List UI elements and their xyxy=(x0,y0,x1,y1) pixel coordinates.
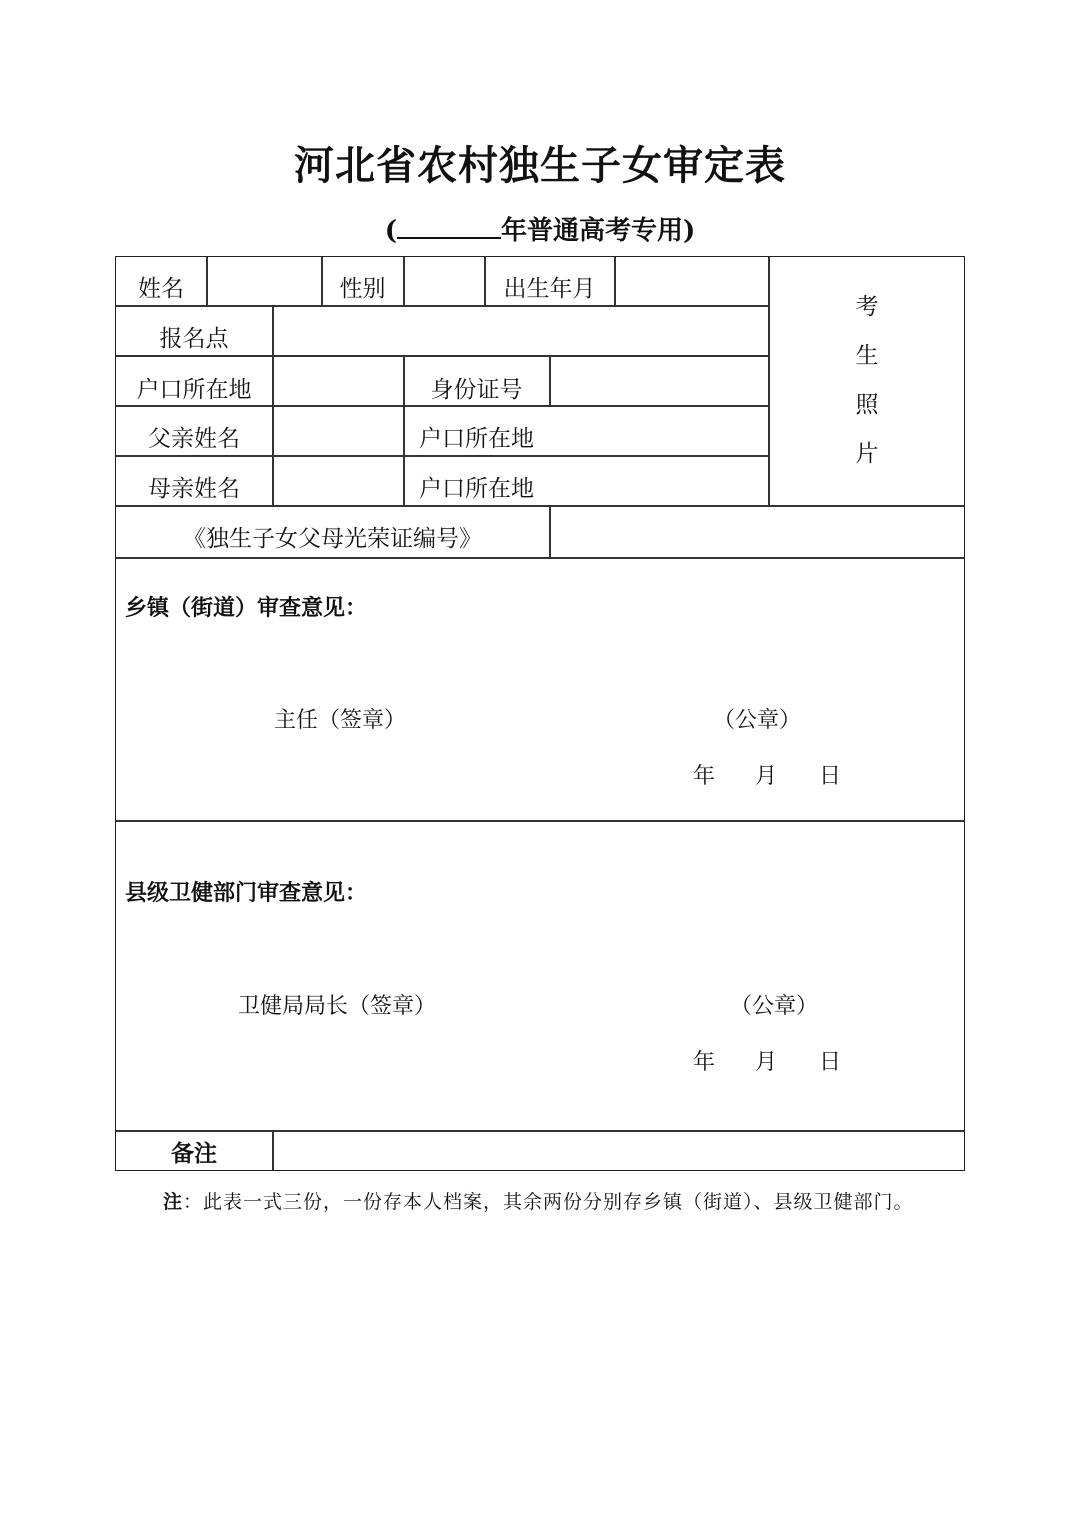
mother-hukou-field[interactable] xyxy=(550,456,768,505)
mother-name-label: 母亲姓名 xyxy=(148,475,240,502)
mother-hukou-label: 户口所在地 xyxy=(419,475,534,502)
township-director-sign: 主任（签章） xyxy=(274,708,407,733)
day-label: 日 xyxy=(819,764,842,789)
township-date xyxy=(693,759,841,790)
subtitle-text: 年普通高考专用) xyxy=(501,216,696,246)
birth-label: 出生年月 xyxy=(503,275,596,302)
township-seal: （公章） xyxy=(713,708,802,733)
father-name-field[interactable] xyxy=(273,406,403,455)
photo-char: 生 xyxy=(855,343,879,369)
photo-area[interactable] xyxy=(769,256,965,506)
father-hukou-field[interactable] xyxy=(550,406,768,455)
name-label: 姓名 xyxy=(138,275,184,302)
township-review-heading: 乡镇（街道）审查意见： xyxy=(125,595,368,621)
registration-point-label: 报名点 xyxy=(159,325,229,352)
county-director-sign: 卫健局局长（签章） xyxy=(238,994,437,1019)
form-subtitle xyxy=(0,210,1080,247)
certificate-label: 《独生子女父母光荣证编号》 xyxy=(183,525,482,552)
name-field[interactable] xyxy=(207,257,321,305)
day-label: 日 xyxy=(819,1050,842,1075)
county-review-heading: 县级卫健部门审查意见： xyxy=(125,880,368,906)
gender-label: 性别 xyxy=(339,275,386,302)
id-number-label: 身份证号 xyxy=(430,376,523,403)
month-label: 月 xyxy=(755,764,778,789)
certificate-field[interactable] xyxy=(550,506,964,557)
registration-point-field[interactable] xyxy=(273,306,768,355)
id-number-field[interactable] xyxy=(550,356,768,405)
month-label: 月 xyxy=(755,1050,778,1075)
subtitle-open-paren: ( xyxy=(384,216,397,246)
photo-char: 片 xyxy=(855,441,879,467)
year-label: 年 xyxy=(693,764,716,789)
county-seal: （公章） xyxy=(730,994,819,1019)
county-date xyxy=(693,1045,841,1076)
form-title: 河北省农村独生子女审定表 xyxy=(294,142,786,189)
hukou-label: 户口所在地 xyxy=(136,376,252,403)
note-text: ：此表一式三份，一份存本人档案，其余两份分别存乡镇（街道）、县级卫健部门。 xyxy=(183,1191,914,1213)
father-name-label: 父亲姓名 xyxy=(148,425,240,452)
remark-field[interactable] xyxy=(273,1131,964,1170)
hukou-field[interactable] xyxy=(273,356,403,405)
remark-label: 备注 xyxy=(171,1139,217,1167)
gender-field[interactable] xyxy=(404,257,484,305)
father-hukou-label: 户口所在地 xyxy=(419,425,534,452)
mother-name-field[interactable] xyxy=(273,456,403,505)
photo-char: 考 xyxy=(855,294,879,320)
birth-field[interactable] xyxy=(615,257,768,305)
year-blank[interactable] xyxy=(397,215,501,239)
footnote xyxy=(163,1184,923,1221)
note-label: 注 xyxy=(163,1191,184,1213)
photo-char: 照 xyxy=(855,392,879,418)
year-label: 年 xyxy=(693,1050,716,1075)
row-divider xyxy=(116,820,964,822)
